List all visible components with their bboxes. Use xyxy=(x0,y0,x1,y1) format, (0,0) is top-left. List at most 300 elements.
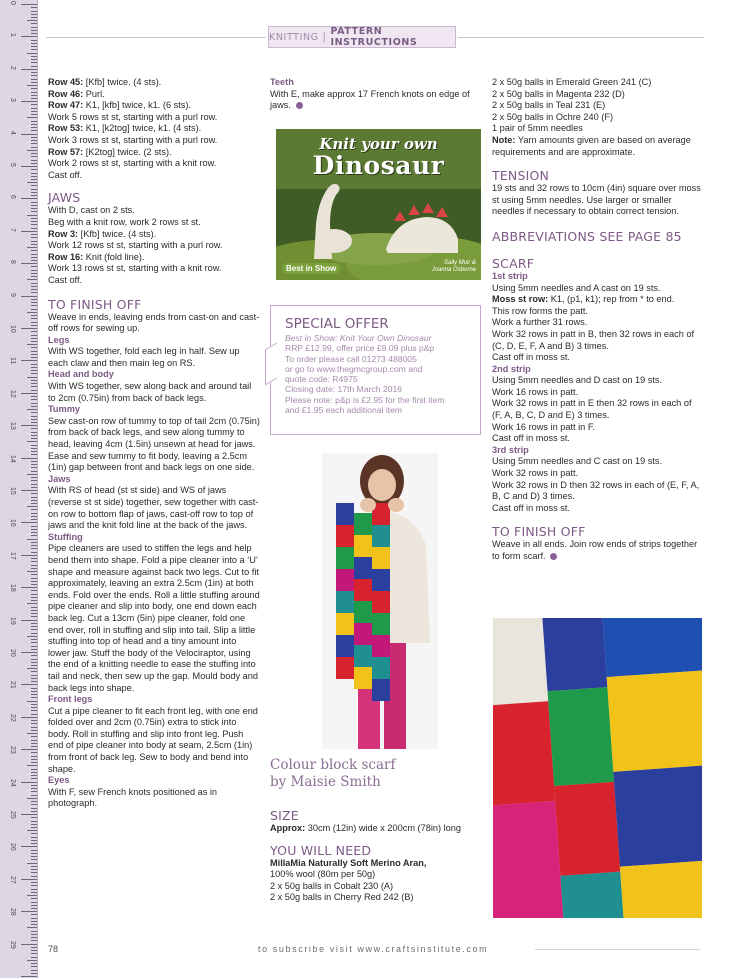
offer-note-1: Please note: p&p is £2.95 for the first item xyxy=(285,394,445,405)
ruler-label: 23 xyxy=(9,746,16,754)
ruler-tick xyxy=(31,795,37,796)
jaws-instruction xyxy=(48,240,260,252)
finish-off-body: Weave in all ends. Join row ends of strips together to form scarf. xyxy=(492,539,698,561)
model-photo xyxy=(322,453,438,749)
ruler-tick xyxy=(31,503,37,504)
ruler-tick xyxy=(31,613,37,614)
ruler-tick xyxy=(31,859,37,860)
footer-rule xyxy=(535,949,700,950)
ruler-tick xyxy=(27,765,37,766)
ruler-tick xyxy=(31,940,37,941)
ruler-tick xyxy=(31,590,37,591)
ruler-tick xyxy=(31,671,37,672)
jaws-instruction-text: Cast off. xyxy=(48,274,83,285)
row-instruction xyxy=(48,135,260,147)
ruler-tick xyxy=(31,785,37,786)
note-body: Yarn amounts given are based on average requirements and are approximate. xyxy=(492,134,691,157)
ruler-tick xyxy=(21,198,37,199)
ruler-tick xyxy=(31,804,37,805)
strip2-instruction: Using 5mm needles and D cast on 19 sts. xyxy=(492,375,663,386)
ruler-tick xyxy=(31,192,37,193)
abbreviations-heading: ABBREVIATIONS SEE PAGE 85 xyxy=(492,228,682,244)
ruler-tick xyxy=(31,471,37,472)
ruler-tick xyxy=(31,335,37,336)
ruler-tick xyxy=(31,947,37,948)
ruler-tick xyxy=(31,176,37,177)
ruler-tick xyxy=(31,840,37,841)
need-item: 100% wool (80m per 50g) xyxy=(270,869,376,880)
ruler-tick xyxy=(31,234,37,235)
banner-separator: | xyxy=(322,31,327,43)
yarn-list xyxy=(492,77,704,135)
ruler-tick xyxy=(21,846,37,847)
ruler-label: 5 xyxy=(9,163,16,167)
ruler-tick xyxy=(31,775,37,776)
row-instruction-text: Work 2 rows st st, starting with a knit row. xyxy=(48,158,217,169)
ruler-tick xyxy=(31,535,37,536)
ruler-tick xyxy=(31,406,37,407)
ruler-tick xyxy=(31,189,37,190)
jaws-instruction xyxy=(48,275,260,287)
ruler-tick xyxy=(31,448,37,449)
legs-text: With WS together, fold each leg in half. Sew up each claw and then main leg on RS. xyxy=(48,346,240,368)
banner-section: PATTERN INSTRUCTIONS xyxy=(330,26,418,48)
ruler-tick xyxy=(31,740,37,741)
row-instruction-text: [Kfb] twice. (4 sts). xyxy=(83,77,162,87)
ruler-tick xyxy=(27,798,37,799)
ruler-tick xyxy=(21,490,37,491)
cover-title-line1: Knit your own xyxy=(319,135,438,153)
ruler-tick xyxy=(31,642,37,643)
ruler-label: 25 xyxy=(9,811,16,819)
need-yarn: MillaMia Naturally Soft Merino Aran, xyxy=(270,857,427,868)
ruler-tick xyxy=(31,558,37,559)
ruler-tick xyxy=(31,428,37,429)
ruler-tick xyxy=(27,279,37,280)
strip2-heading: 2nd strip xyxy=(492,363,531,374)
jaws-instruction-text: Knit (fold line). xyxy=(83,251,145,262)
ruler-tick xyxy=(31,885,37,886)
caption-title: Colour block scarf xyxy=(270,757,396,773)
size-value: 30cm (12in) wide x 200cm (78in) long xyxy=(305,823,461,833)
ruler-label: 19 xyxy=(9,616,16,625)
subscribe-link[interactable]: to subscribe visit www.craftsinstitute.com xyxy=(258,944,489,954)
end-dot-icon xyxy=(550,553,557,560)
section-banner xyxy=(268,26,456,48)
ruler-tick xyxy=(31,163,37,164)
ruler-tick xyxy=(31,266,37,267)
ruler-tick xyxy=(21,69,37,70)
ruler-tick xyxy=(31,403,37,404)
strip1-heading: 1st strip xyxy=(492,270,528,281)
ruler-tick xyxy=(31,373,37,374)
offer-tab xyxy=(265,343,277,386)
header-rule-left xyxy=(46,37,266,38)
ruler-tick xyxy=(27,20,37,21)
strip3-instruction: Using 5mm needles and C cast on 19 sts. xyxy=(492,456,663,467)
row-instruction-text: K1, [kfb] twice, k1. (6 sts). xyxy=(83,100,191,111)
finish-heading: TO FINISH OFF xyxy=(48,296,142,312)
ruler-tick xyxy=(21,231,37,232)
yarn-item: 2 x 50g balls in Magenta 232 (D) xyxy=(492,88,625,99)
ruler-label: 1 xyxy=(9,33,16,38)
ruler-tick xyxy=(31,354,37,355)
cover-badge: Best in Show xyxy=(282,263,340,274)
ruler-tick xyxy=(31,27,37,28)
ruler-tick xyxy=(31,62,37,63)
ruler-tick xyxy=(21,101,37,102)
need-heading: YOU WILL NEED xyxy=(270,842,372,858)
ruler-tick xyxy=(31,746,37,747)
ruler-tick xyxy=(31,79,37,80)
ruler-tick xyxy=(27,182,37,183)
ruler-tick xyxy=(31,30,37,31)
ruler-tick xyxy=(31,228,37,229)
ruler-tick xyxy=(31,451,37,452)
ruler-tick xyxy=(27,312,37,313)
size-label: Approx: xyxy=(270,823,306,833)
ruler-label: 28 xyxy=(9,908,16,916)
ruler-tick xyxy=(31,341,37,342)
ruler-tick xyxy=(31,600,37,601)
teeth-text-body: With E, make approx 17 French knots on edge of jaws. xyxy=(270,88,470,111)
ruler-tick xyxy=(31,75,37,76)
jaws-instruction xyxy=(48,229,260,241)
ruler-tick xyxy=(31,594,37,595)
ruler-tick xyxy=(27,571,37,572)
row-instruction xyxy=(48,100,260,112)
ruler-tick xyxy=(31,966,37,967)
strip3-instruction: Work 32 rows in patt. xyxy=(492,468,579,479)
ruler-tick xyxy=(31,46,37,47)
ruler-tick xyxy=(27,603,37,604)
ruler-tick xyxy=(31,477,37,478)
ruler-tick xyxy=(31,211,37,212)
ruler-tick xyxy=(31,347,37,348)
ruler-tick xyxy=(31,480,37,481)
ruler-tick xyxy=(21,393,37,394)
ruler-tick xyxy=(27,344,37,345)
teeth-heading: Teeth xyxy=(270,77,294,87)
teeth-text xyxy=(270,89,482,112)
strip2-list xyxy=(492,375,704,445)
eyes-text: With F, sew French knots positioned as in photograph. xyxy=(48,786,218,809)
ruler-tick xyxy=(31,688,37,689)
ruler-tick xyxy=(21,879,37,880)
strip1-instruction: Work a further 31 rows. xyxy=(492,317,588,328)
ruler-tick xyxy=(31,736,37,737)
ruler-tick xyxy=(31,299,37,300)
strip2-instruction: Work 16 rows in patt. xyxy=(492,386,579,397)
strip1-instruction: This row forms the patt. xyxy=(492,305,588,316)
ruler-tick xyxy=(27,539,37,540)
strip3-instruction: Work 32 rows in D then 32 rows in each of (E, F, A, B, C and D) 3 times. xyxy=(492,479,700,502)
jaws-instruction xyxy=(48,205,260,217)
ruler-tick xyxy=(31,565,37,566)
ruler-tick xyxy=(31,114,37,115)
offer-phone: To order please call 01273 488005 xyxy=(285,353,417,364)
ruler-tick xyxy=(31,137,37,138)
ruler-tick xyxy=(31,224,37,225)
ruler-tick xyxy=(31,516,37,517)
ruler-tick xyxy=(31,869,37,870)
ruler-tick xyxy=(31,843,37,844)
jaws-instruction-text: [Kfb] twice. (4 sts). xyxy=(78,228,157,239)
ruler-tick xyxy=(31,752,37,753)
ruler-tick xyxy=(31,7,37,8)
ruler-label: 26 xyxy=(9,843,16,852)
ruler-tick xyxy=(31,322,37,323)
finish-off-heading: TO FINISH OFF xyxy=(492,524,586,540)
ruler-tick xyxy=(31,678,37,679)
ruler-tick xyxy=(31,788,37,789)
ruler-tick xyxy=(31,412,37,413)
ruler-tick xyxy=(31,856,37,857)
moss-label: Moss st row: xyxy=(492,294,549,305)
ruler-tick xyxy=(31,160,37,161)
offer-code: quote code: R4975 xyxy=(285,374,358,385)
jaws-instruction-label: Row 16: xyxy=(48,251,84,262)
scarf-closeup-photo xyxy=(493,618,702,918)
ruler-tick xyxy=(27,441,37,442)
scarf-heading: SCARF xyxy=(492,255,535,271)
ruler-tick xyxy=(31,811,37,812)
jaws-sew-heading: Jaws xyxy=(48,473,71,484)
ruler-tick xyxy=(21,555,37,556)
ruler-label: 27 xyxy=(9,875,16,884)
ruler-tick xyxy=(31,257,37,258)
ruler-tick xyxy=(27,215,37,216)
ruler-tick xyxy=(31,370,37,371)
ruler-label: 2 xyxy=(9,65,16,70)
ruler-tick xyxy=(31,367,37,368)
ruler-tick xyxy=(31,357,37,358)
strip2-instruction: Work 32 rows in patt in E then 32 rows in each of (F, A, B, C, D and E) 3 times. xyxy=(492,398,692,421)
strip1-caston: Using 5mm needles and A cast on 19 sts. xyxy=(492,282,661,293)
ruler-tick xyxy=(27,150,37,151)
rows-list xyxy=(48,77,260,181)
ruler-tick xyxy=(31,33,37,34)
ruler-tick xyxy=(31,691,37,692)
ruler-tick xyxy=(31,43,37,44)
ruler-tick xyxy=(31,866,37,867)
ruler-tick xyxy=(31,542,37,543)
ruler-tick xyxy=(27,733,37,734)
ruler-tick xyxy=(31,467,37,468)
ruler-tick xyxy=(31,205,37,206)
ruler-label: 15 xyxy=(9,487,16,495)
ruler-tick xyxy=(31,509,37,510)
jaws-instruction-text: With D, cast on 2 sts. xyxy=(48,205,135,216)
ruler-tick xyxy=(31,185,37,186)
ruler-tick xyxy=(31,218,37,219)
ruler-label: 10 xyxy=(9,325,16,333)
front-legs-heading: Front legs xyxy=(48,694,93,705)
ruler-tick xyxy=(31,72,37,73)
row-instruction xyxy=(48,170,260,182)
ruler-label: 6 xyxy=(9,195,16,200)
need-list xyxy=(270,869,482,904)
ruler-tick xyxy=(31,552,37,553)
ruler-tick xyxy=(31,914,37,915)
ruler-tick xyxy=(31,714,37,715)
row-instruction-label: Row 47: xyxy=(48,100,84,111)
ruler-tick xyxy=(31,545,37,546)
ruler-tick xyxy=(31,325,37,326)
ruler-tick xyxy=(31,655,37,656)
ruler-tick xyxy=(31,289,37,290)
row-instruction-label: Row 46: xyxy=(48,88,84,99)
jaws-instruction xyxy=(48,263,260,275)
model-scarf-icon xyxy=(322,453,438,749)
ruler-tick xyxy=(21,425,37,426)
ruler-tick xyxy=(31,646,37,647)
jaws-heading: JAWS xyxy=(48,190,81,206)
ruler-label: 11 xyxy=(9,357,16,365)
jaws-instruction-text: Beg with a knit row, work 2 rows st st. xyxy=(48,216,201,227)
ruler-tick xyxy=(31,318,37,319)
offer-note-2: and £1.95 each additional item xyxy=(285,405,403,416)
row-instruction-label: Row 53: xyxy=(48,123,84,134)
ruler-tick xyxy=(31,487,37,488)
offer-website: or go to www.thegmcgroup.com and xyxy=(285,363,423,374)
book-cover-image xyxy=(276,129,481,280)
ruler-tick xyxy=(31,532,37,533)
row-instruction-text: [K2tog] twice. (2 sts). xyxy=(83,146,172,157)
ruler-tick xyxy=(31,364,37,365)
finish-intro: Weave in ends, leaving ends from cast-on and cast-off rows for sewing up. xyxy=(48,311,260,334)
ruler-tick xyxy=(31,270,37,271)
ruler-tick xyxy=(21,944,37,945)
ruler-tick xyxy=(31,529,37,530)
row-instruction xyxy=(48,158,260,170)
ruler-label: 12 xyxy=(9,389,16,398)
strip1-instruction: Work 32 rows in patt in B, then 32 rows in each of (C, D, E, F, A and B) 3 times. xyxy=(492,328,695,351)
ruler-tick xyxy=(31,399,37,400)
ruler-tick xyxy=(21,36,37,37)
ruler-tick xyxy=(31,195,37,196)
row-instruction-label: Row 45: xyxy=(48,77,84,87)
ruler-tick xyxy=(31,500,37,501)
tummy-text: Sew cast-on row of tummy to top of tail 2cm (0.75in) from back of back legs, and sew along tummy to head, leaving 4cm (1.5in) unsewn at head for jaws. Ease and sew tummy to fit body, leaving a 2.5cm (1in) gap between front and back legs on one side. xyxy=(48,415,260,473)
ruler-tick xyxy=(21,587,37,588)
ruler-tick xyxy=(21,522,37,523)
ruler-tick xyxy=(31,616,37,617)
ruler-tick xyxy=(21,263,37,264)
head-body-text: With WS together, sew along back and around tail to 2cm (0.75in) from back of back legs. xyxy=(48,381,252,403)
ruler-tick xyxy=(31,659,37,660)
ruler-tick xyxy=(31,309,37,310)
ruler-tick xyxy=(31,14,37,15)
row-instruction xyxy=(48,89,260,101)
ruler-tick xyxy=(27,506,37,507)
ruler-label: 16 xyxy=(9,519,16,528)
ruler-tick xyxy=(27,53,37,54)
ruler-tick xyxy=(21,166,37,167)
row-instruction-text: Cast off. xyxy=(48,169,83,180)
strip3-instruction: Cast off in moss st. xyxy=(492,502,570,513)
size-text xyxy=(270,823,482,835)
ruler-tick xyxy=(31,581,37,582)
ruler-tick xyxy=(27,409,37,410)
ruler-tick xyxy=(31,937,37,938)
ruler-tick xyxy=(31,59,37,60)
ruler-tick xyxy=(31,950,37,951)
ruler-tick xyxy=(31,597,37,598)
ruler-tick xyxy=(31,681,37,682)
ruler-tick xyxy=(31,817,37,818)
ruler-tick xyxy=(31,720,37,721)
ruler-tick xyxy=(31,827,37,828)
ruler-tick xyxy=(31,121,37,122)
eyes-heading: Eyes xyxy=(48,775,70,786)
ruler-tick xyxy=(31,435,37,436)
ruler-tick xyxy=(31,208,37,209)
ruler-label: 17 xyxy=(9,551,16,560)
ruler-tick xyxy=(31,179,37,180)
ruler-tick xyxy=(31,953,37,954)
ruler-tick xyxy=(31,876,37,877)
cover-author-2: Joanna Osborne xyxy=(431,267,476,273)
finish-off-text xyxy=(492,539,704,562)
ruler-tick xyxy=(31,665,37,666)
cover-authors xyxy=(432,260,476,274)
ruler-label: 3 xyxy=(9,98,16,103)
ruler-label: 21 xyxy=(9,681,16,690)
column-1 xyxy=(48,77,260,810)
ruler-tick xyxy=(31,484,37,485)
ruler-tick xyxy=(21,328,37,329)
cover-author-1: Sally Muir & xyxy=(443,260,476,266)
ruler-tick xyxy=(31,250,37,251)
row-instruction xyxy=(48,112,260,124)
ruler-tick xyxy=(31,497,37,498)
strip3-heading: 3rd strip xyxy=(492,444,529,455)
ruler-label: 0 xyxy=(9,1,16,5)
jaws-instruction xyxy=(48,217,260,229)
ruler-tick xyxy=(31,853,37,854)
front-legs-text: Cut a pipe cleaner to fit each front leg, with one end folded over and 2cm (0.75in) extra to stick into body. Roll in stuffing and slip into front leg. Push end of pipe cleaner into body at seam, 2.5cm (1in) from front of back leg. Sew to body and bend into shape. xyxy=(48,705,258,774)
ruler-tick xyxy=(31,386,37,387)
ruler-tick xyxy=(31,759,37,760)
ruler-tick xyxy=(31,791,37,792)
ruler-tick xyxy=(31,104,37,105)
strip3-list xyxy=(492,456,704,514)
ruler-tick xyxy=(31,639,37,640)
ruler-tick xyxy=(31,607,37,608)
ruler-tick xyxy=(31,260,37,261)
ruler-tick xyxy=(31,493,37,494)
caption-author: by Maisie Smith xyxy=(270,774,381,790)
jaws-instruction-label: Row 3: xyxy=(48,228,79,239)
ruler-tick xyxy=(31,778,37,779)
ruler-tick xyxy=(31,872,37,873)
ruler-label: 22 xyxy=(9,713,16,722)
ruler-tick xyxy=(31,697,37,698)
ruler-tick xyxy=(31,23,37,24)
ruler-tick xyxy=(31,454,37,455)
ruler-tick xyxy=(31,833,37,834)
strip1-moss xyxy=(492,294,704,306)
ruler-tick xyxy=(31,331,37,332)
ruler-tick xyxy=(31,694,37,695)
ruler-tick xyxy=(31,292,37,293)
scarf-blocks-icon xyxy=(493,618,702,918)
page-number: 78 xyxy=(48,944,59,954)
banner-brand: KNITTING xyxy=(269,31,319,43)
ruler-tick xyxy=(31,662,37,663)
ruler-tick xyxy=(21,620,37,621)
